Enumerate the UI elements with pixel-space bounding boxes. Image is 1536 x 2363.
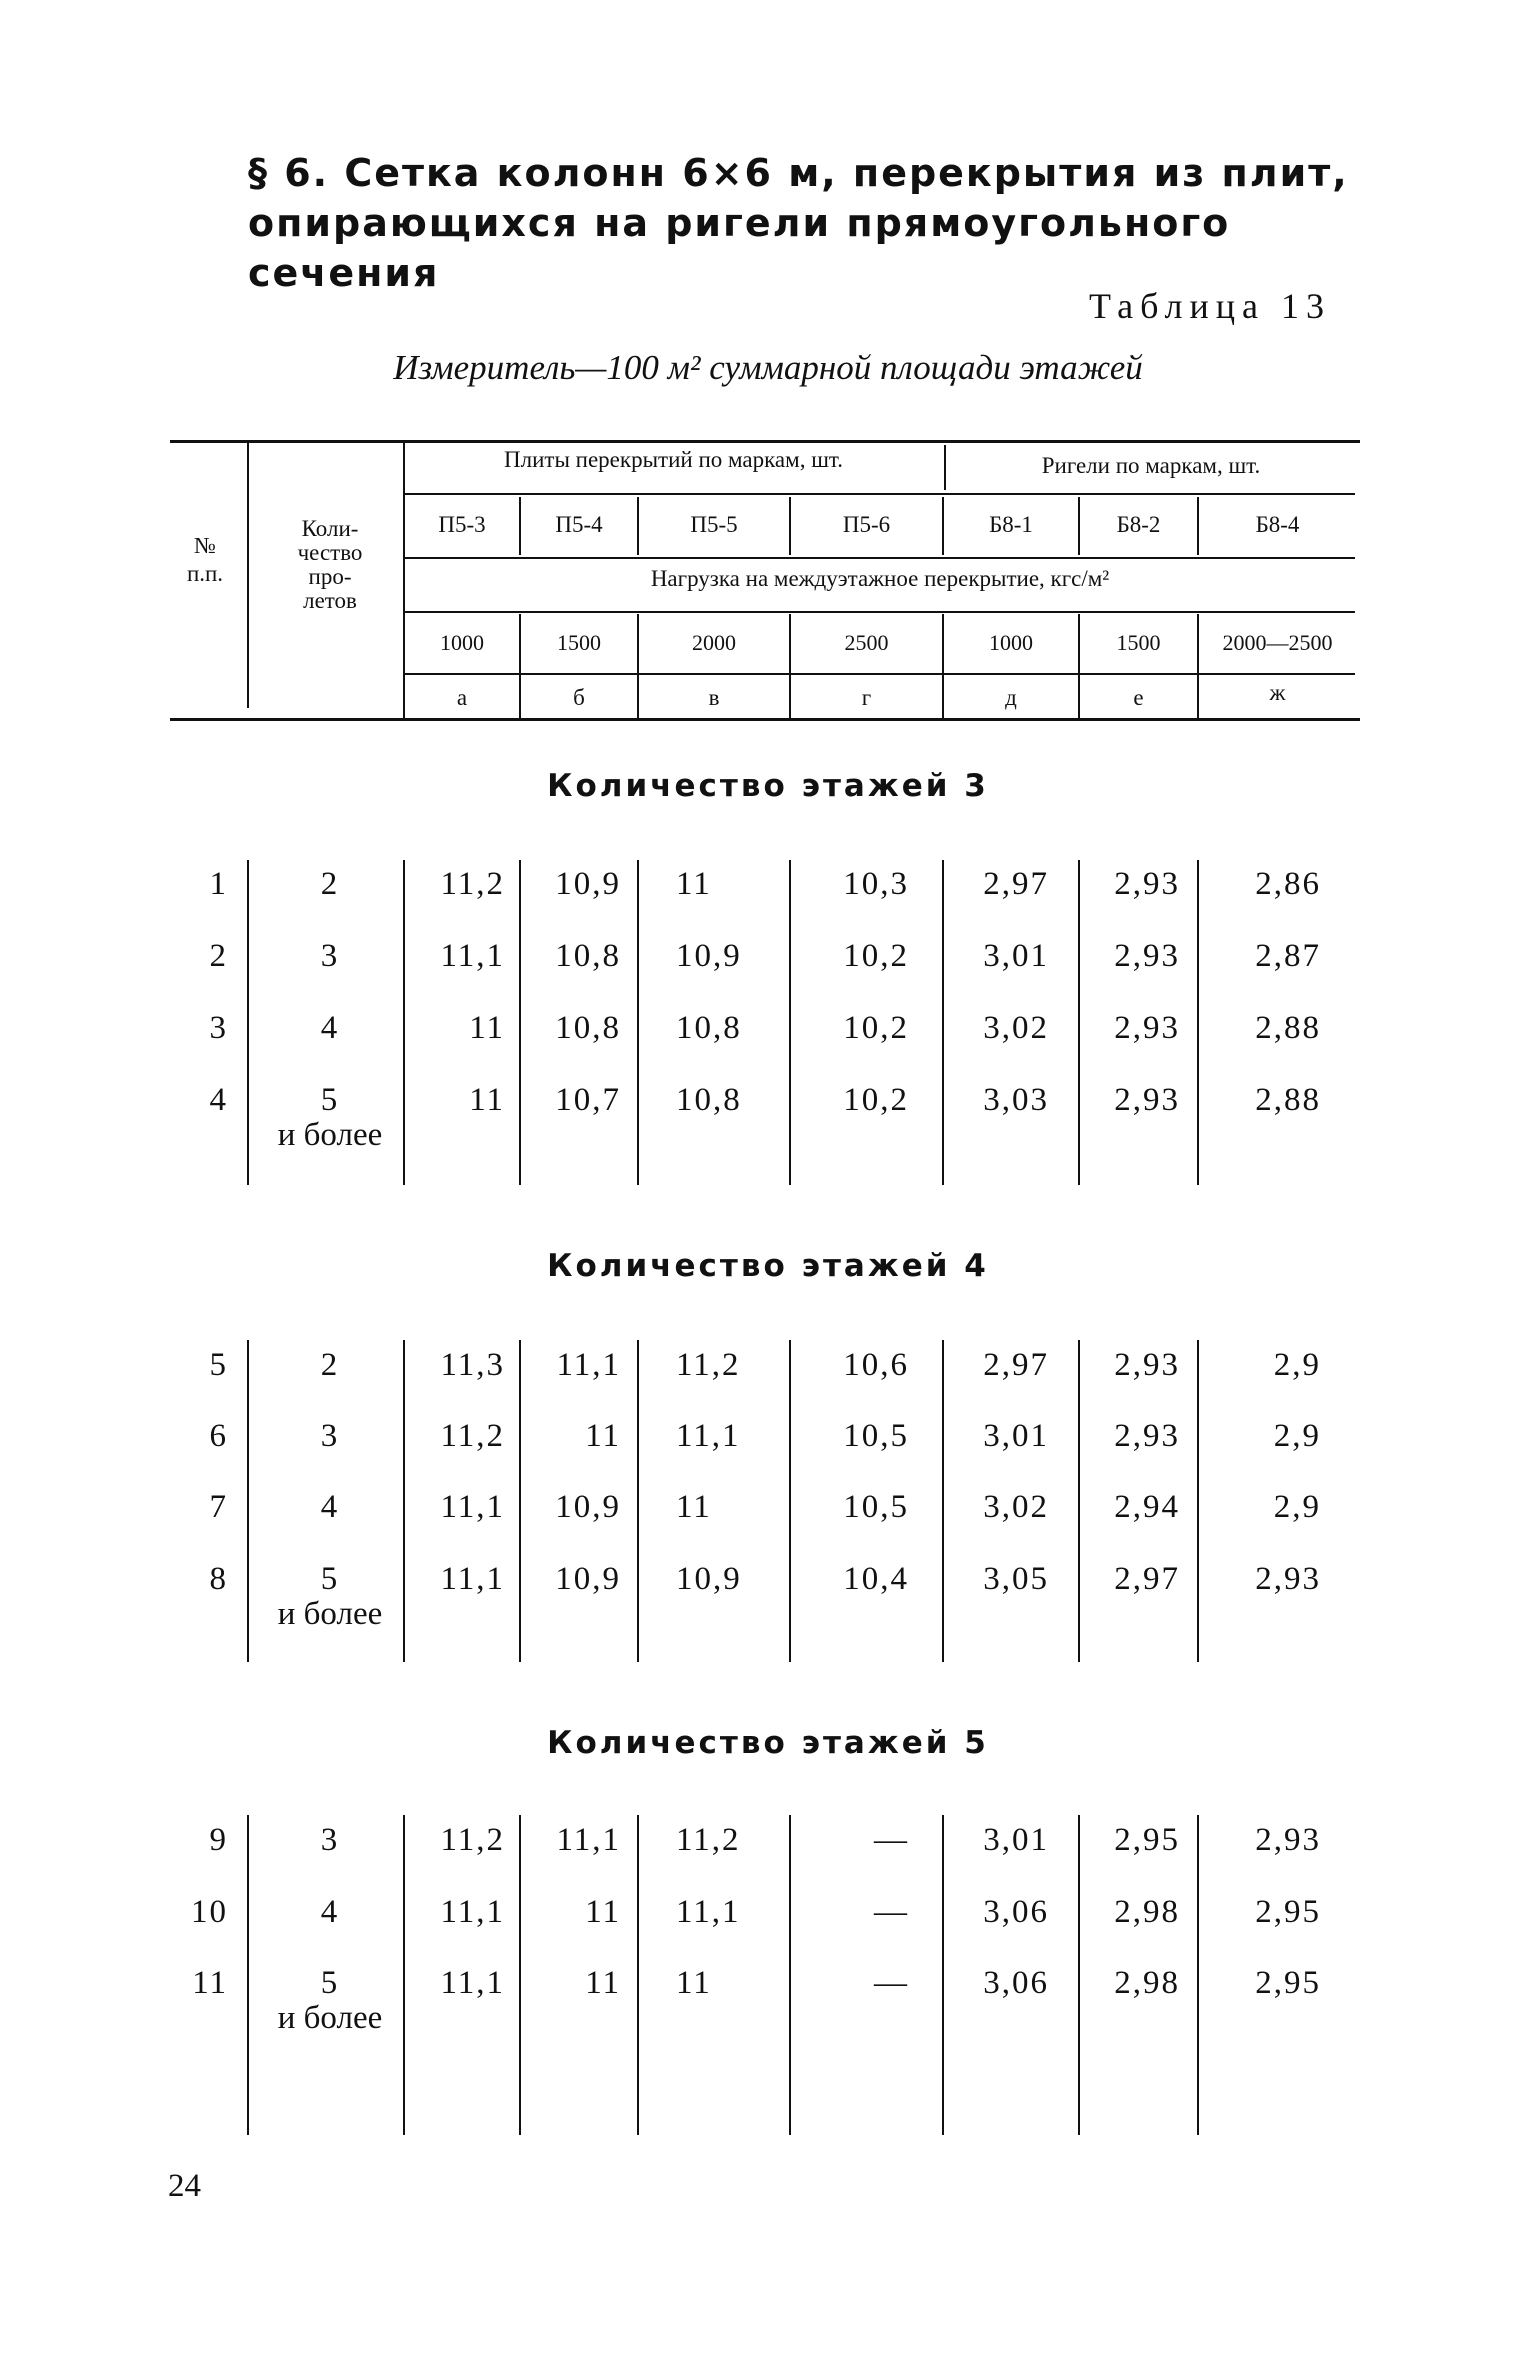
table-cell: 2,93 [1114,1347,1180,1383]
table-cell: — [874,1822,909,1858]
column-divider [247,1340,249,1662]
load-value: 1500 [557,630,601,655]
row-number: 4 [209,1082,228,1118]
mark-p5-4: П5-4 [555,512,603,537]
table-cell: 10,8 [676,1010,742,1046]
column-letter: е [1133,685,1144,710]
row-number: 6 [209,1418,228,1454]
table-cell: 3,02 [983,1010,1049,1046]
table-cell: 2,97 [983,1347,1049,1383]
spans-count: 5 [320,1082,340,1118]
table-cell: 2,97 [1114,1561,1180,1597]
header-vline-no [247,443,249,708]
spans-count: 3 [320,1418,340,1454]
table-cell: 10,8 [555,1010,621,1046]
table-cell: 11,2 [440,866,505,902]
table-cell: 2,93 [1114,1010,1180,1046]
table-label: Таблица 13 [1089,286,1331,326]
table-cell: 3,01 [983,1822,1049,1858]
row-number: 10 [191,1894,228,1930]
table-cell: 10,2 [843,1010,909,1046]
table-cell: 2,93 [1255,1561,1321,1597]
spans-count: 4 [320,1489,340,1525]
table-cell: — [874,1965,909,2001]
table-cell: 2,87 [1255,938,1321,974]
spans-count-extra: и более [277,1596,383,1632]
table-cell: 10,2 [843,1082,909,1118]
table-cell: 3,02 [983,1489,1049,1525]
table-cell: 10,9 [555,1489,621,1525]
table-cell: 2,86 [1255,866,1321,902]
table-cell: 11,2 [676,1822,741,1858]
spans-count: 3 [320,938,340,974]
spans-count: 4 [320,1894,340,1930]
column-divider [637,860,639,1185]
column-divider [637,1815,639,2135]
row-number: 3 [209,1010,228,1046]
spans-count: 5 [320,1561,340,1597]
row-number-header-symbol: № [194,533,216,558]
table-cell: — [874,1894,909,1930]
spans-header-line: летов [303,588,357,613]
table-cell: 10,2 [843,938,909,974]
beams-group-header: Ригели по маркам, шт. [1041,453,1261,478]
table-cell: 11 [676,1489,712,1525]
load-value: 2000 [692,630,736,655]
table-cell: 2,93 [1114,1082,1180,1118]
table-cell: 3,05 [983,1561,1049,1597]
table-cell: 11 [676,866,712,902]
spans-count: 2 [320,1347,340,1383]
row-number: 2 [209,938,228,974]
table-cell: 11,2 [440,1418,505,1454]
column-letter: ж [1269,680,1286,705]
column-letter: д [1005,685,1017,710]
table-cell: 3,03 [983,1082,1049,1118]
heading-line-2: опирающихся на ригели прямоугольного сечения [248,201,1231,295]
column-letter: а [456,685,468,710]
table-cell: 11 [585,1965,621,2001]
table-cell: 2,97 [983,866,1049,902]
table-cell: 2,88 [1255,1082,1321,1118]
mark-b8-1: Б8-1 [989,512,1033,537]
table-cell: 10,6 [843,1347,909,1383]
column-divider [247,1815,249,2135]
table-cell: 11,2 [676,1347,741,1383]
table-cell: 2,95 [1255,1965,1321,2001]
row-number: 8 [209,1561,228,1597]
spans-count: 4 [320,1010,340,1046]
load-value: 2500 [844,630,889,655]
spans-count: 3 [320,1822,340,1858]
row-number: 1 [209,866,228,902]
row-number: 11 [192,1965,228,2001]
table-cell: 11 [469,1082,505,1118]
table-cell: 2,93 [1114,938,1180,974]
table-cell: 3,01 [983,1418,1049,1454]
table-cell: 10,7 [555,1082,621,1118]
table-cell: 2,93 [1114,866,1180,902]
spans-count-extra: и более [277,2000,383,2036]
column-divider [247,860,249,1185]
table-cell: 11,1 [440,1561,505,1597]
spans-count: 5 [320,1965,340,2001]
row-number-header [165,532,245,588]
table-cell: 10,4 [843,1561,909,1597]
page-number: 24 [168,2168,201,2204]
table-cell: 2,94 [1114,1489,1180,1525]
section-title: Количество этажей 4 [547,1248,989,1284]
spans-header-line: чество [297,540,363,565]
table-cell: 3,06 [983,1965,1049,2001]
table-cell: 10,5 [843,1418,909,1454]
heading-line-1: § 6. Сетка колонн 6×6 м, перекрытия из плит, [248,151,1349,195]
table-cell: 10,5 [843,1489,909,1525]
load-header: Нагрузка на междуэтажное перекрытие, кгс/м² [650,566,1110,591]
table-cell: 11 [585,1418,621,1454]
table-cell: 2,98 [1114,1965,1180,2001]
table-cell: 2,95 [1255,1894,1321,1930]
table-cell: 2,93 [1114,1418,1180,1454]
table-cell: 2,9 [1273,1418,1321,1454]
header-bottom-rule [170,718,1360,721]
mark-b8-4: Б8-4 [1255,512,1300,537]
table-cell: 11,1 [440,1965,505,2001]
table-cell: 11,1 [676,1894,741,1930]
mark-b8-2: Б8-2 [1116,512,1161,537]
load-value: 1500 [1116,630,1161,655]
column-letter: в [708,685,720,710]
table-cell: 11,3 [440,1347,505,1383]
table-cell: 10,9 [555,866,621,902]
header-top-rule [170,440,1360,443]
table-cell: 2,93 [1255,1822,1321,1858]
table-cell: 3,01 [983,938,1049,974]
spans-header [265,517,395,613]
table-cell: 10,8 [676,1082,742,1118]
section-title: Количество этажей 3 [547,768,989,804]
spans-count-extra: и более [277,1117,383,1153]
mark-p5-6: П5-6 [842,512,891,537]
table-cell: 10,9 [676,1561,742,1597]
table-cell: 11,1 [556,1822,621,1858]
table-cell: 11 [585,1894,621,1930]
column-letter: г [861,685,872,710]
column-divider [637,1340,639,1662]
table-cell: 2,98 [1114,1894,1180,1930]
table-cell: 2,88 [1255,1010,1321,1046]
measure-unit: Измеритель—100 м² суммарной площади этажей [393,348,1143,387]
column-letter: б [573,685,585,710]
row-number: 7 [209,1489,228,1525]
load-value: 1000 [440,630,484,655]
group-rule [405,493,1355,495]
load-rule [405,611,1355,613]
table-cell: 11,1 [440,1894,505,1930]
spans-header-line: Коли- [301,516,359,541]
table-cell: 3,06 [983,1894,1049,1930]
table-cell: 2,9 [1273,1489,1321,1525]
table-cell: 2,95 [1114,1822,1180,1858]
row-number: 9 [209,1822,228,1858]
load-value: 2000—2500 [1222,630,1333,655]
table-cell: 11,1 [556,1347,621,1383]
table-header [0,0,1536,740]
table-cell: 11,1 [676,1418,741,1454]
section-title: Количество этажей 5 [547,1725,989,1761]
loads-rule [405,673,1355,675]
table-cell: 2,9 [1273,1347,1321,1383]
row-number: 5 [209,1347,228,1383]
load-value: 1000 [989,630,1033,655]
mark-p5-3: П5-3 [438,512,486,537]
table-cell: 11 [469,1010,505,1046]
table-cell: 11,2 [440,1822,505,1858]
table-cell: 10,9 [555,1561,621,1597]
table-cell: 11,1 [440,1489,505,1525]
marks-rule [405,557,1355,559]
table-cell: 10,3 [843,866,909,902]
table-cell: 10,8 [555,938,621,974]
spans-count: 2 [320,866,340,902]
table-cell: 10,9 [676,938,742,974]
table-cell: 11 [676,1965,712,2001]
slabs-group-header: Плиты перекрытий по маркам, шт. [504,447,843,472]
spans-header-line: про- [308,564,352,589]
table-cell: 11,1 [440,938,505,974]
row-number-header-text: п.п. [186,561,224,586]
mark-p5-5: П5-5 [690,512,738,537]
